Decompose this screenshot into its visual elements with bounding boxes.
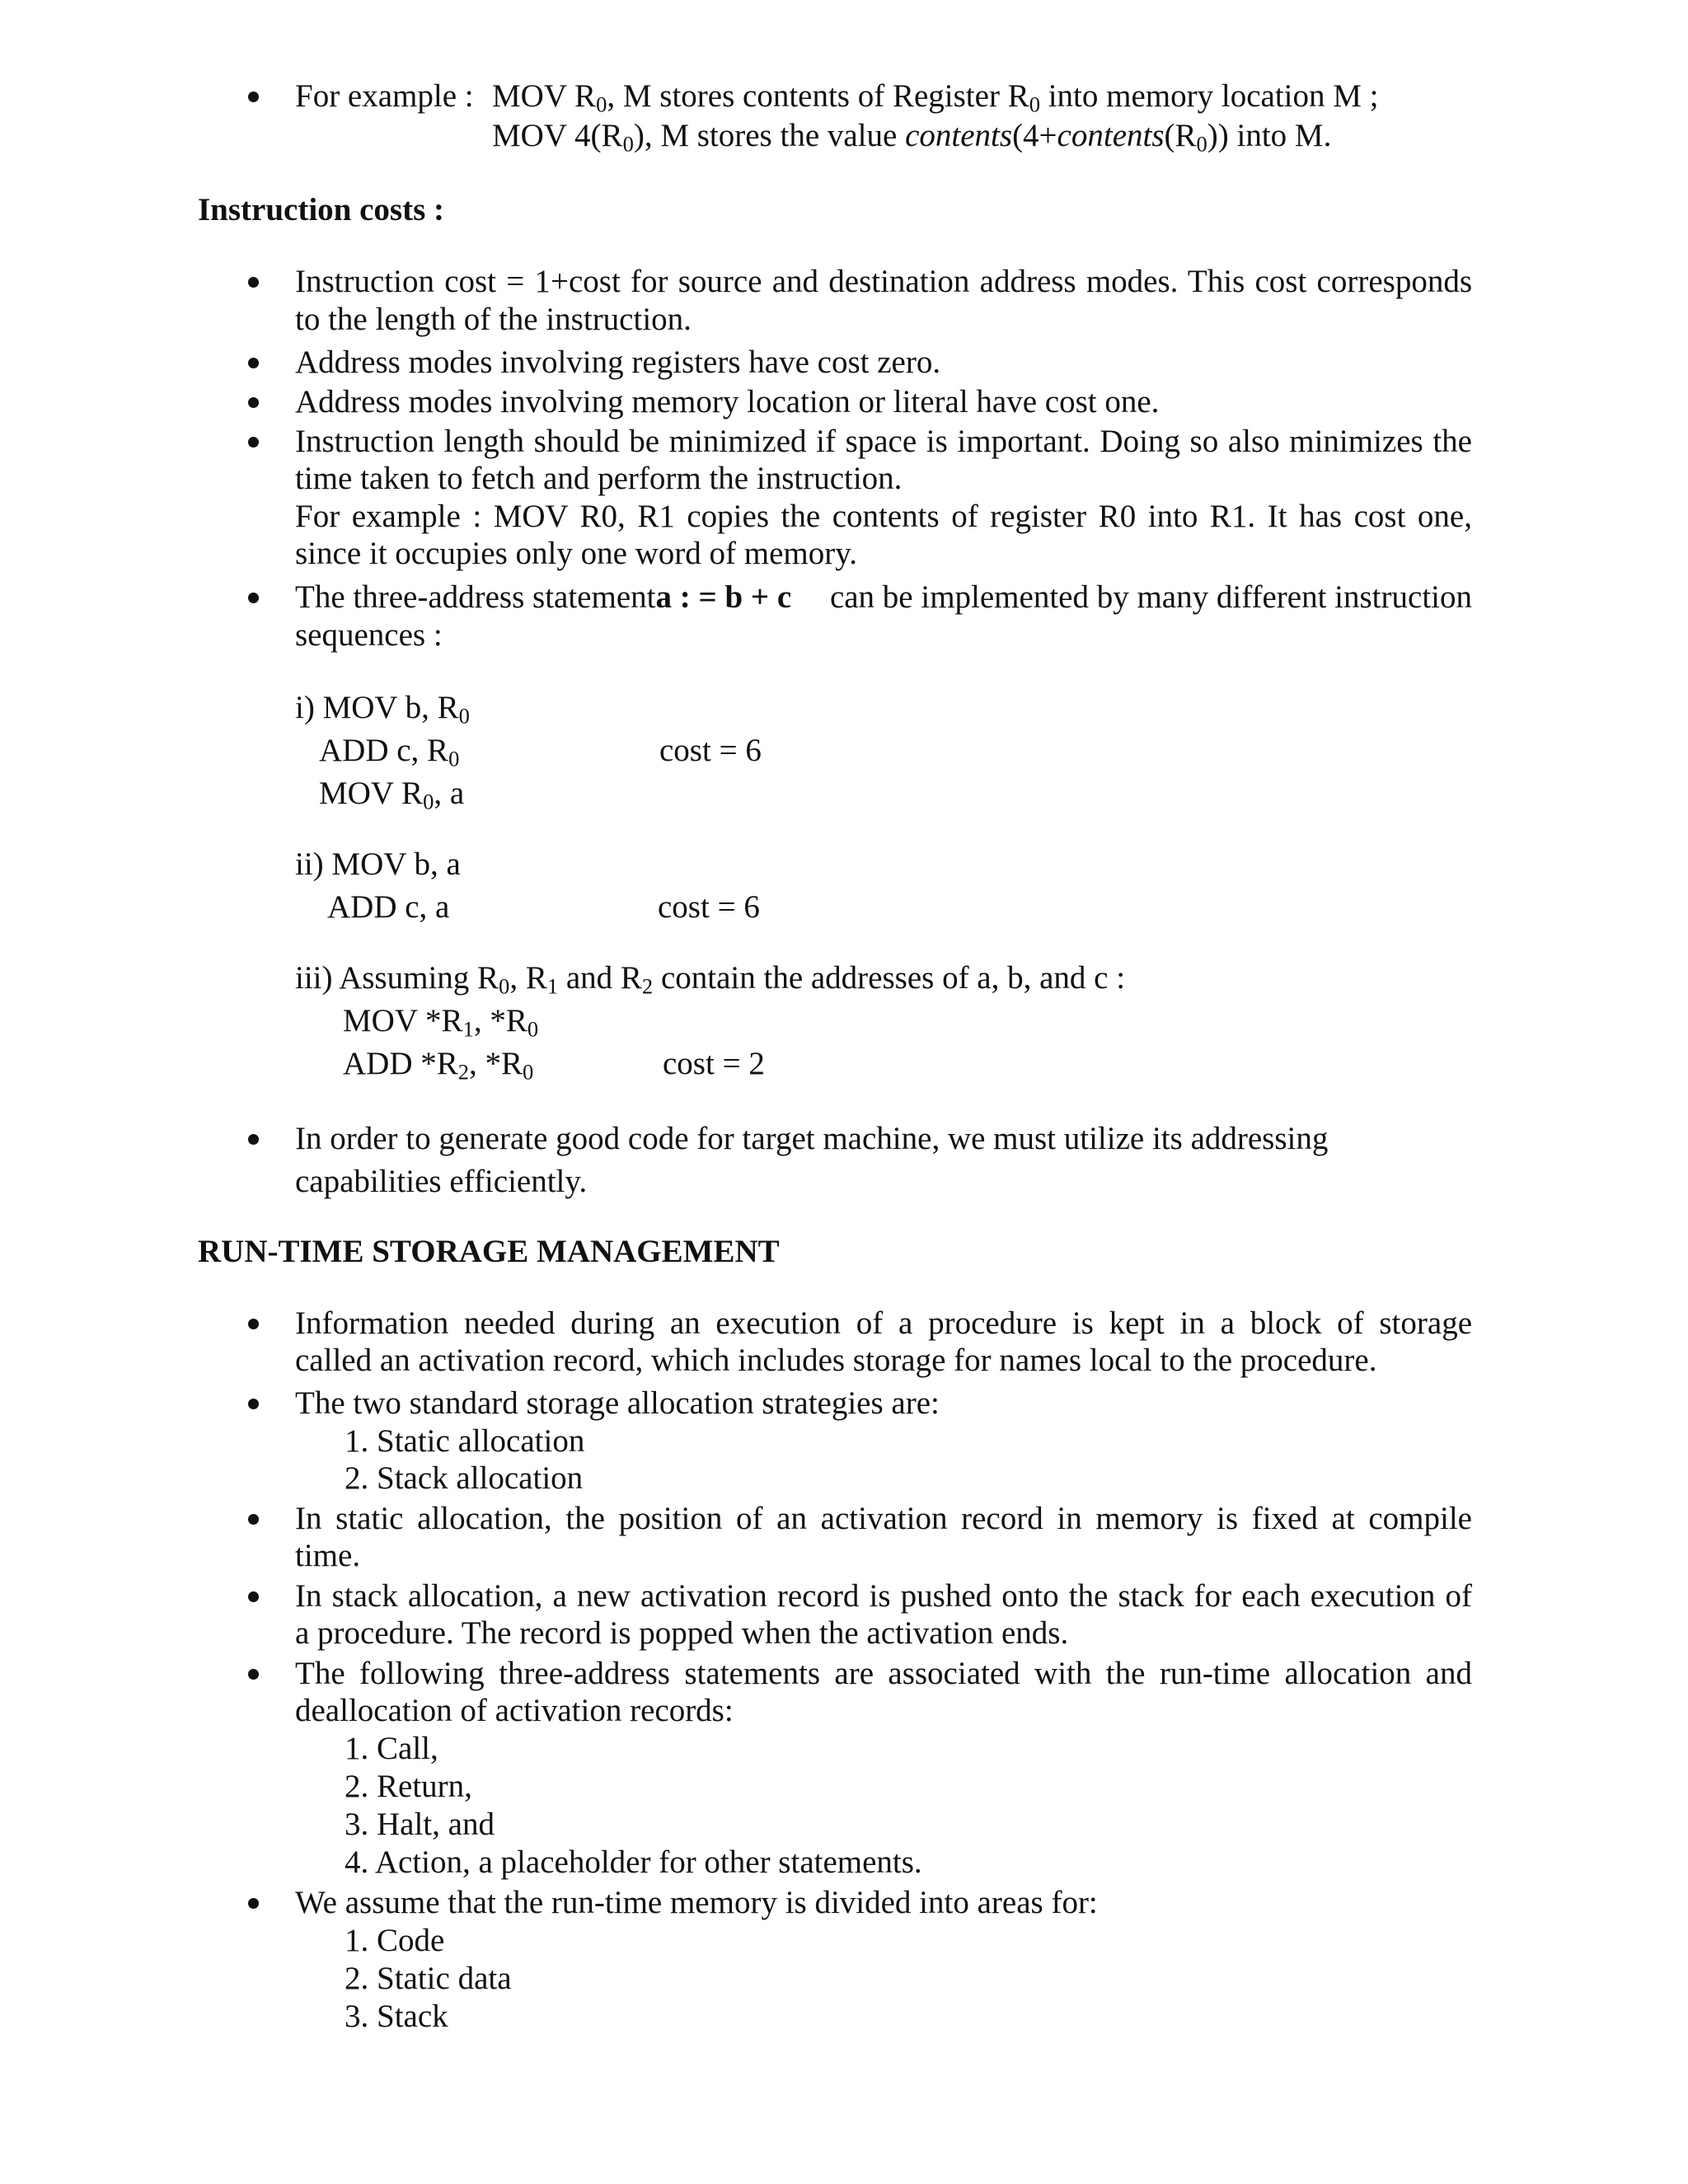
bullet-text-length-line-1: Instruction length should be minimized if space is important. Doing so also minimizes the — [295, 424, 1472, 459]
bullet-text-static-line-2: time. — [295, 1538, 361, 1573]
section-heading-instruction-costs: Instruction costs : — [198, 192, 444, 227]
sequence-3-line-1: iii) Assuming $R_0$, $R_1$ and $R_2$ contain the addresses of a, b, and c : — [295, 960, 1126, 999]
bullet-text-memory-areas: We assume that the run-time memory is divided into areas for: — [295, 1885, 1098, 1920]
sequence-3-line-3: ADD $*R_2$, $*R_0$ — [343, 1046, 534, 1085]
bullet-text-statements-line-1: The following three-address statements are associated with the run-time allocation and — [295, 1656, 1472, 1691]
list-item-stack-allocation: 2. Stack allocation — [345, 1460, 584, 1496]
bullet-text-three-address-line-1: The three-address statement a : = b + c can be implemented by many different instruction — [295, 579, 1472, 615]
list-item-return: 2. Return, — [345, 1769, 472, 1804]
bullet-text-registers: Address modes involving registers have cost zero. — [295, 344, 941, 380]
bullet-text-length-line-3: For example : MOV R0, R1 copies the contents of register R0 into R1. It has cost one, — [295, 499, 1472, 534]
list-item-action: 4. Action, a placeholder for other statements. — [345, 1844, 922, 1880]
bullet-icon — [248, 91, 259, 102]
sequence-1-line-3: MOV $R_0$, a — [319, 776, 465, 814]
list-item-static-allocation: 1. Static allocation — [345, 1423, 585, 1459]
list-item-code: 1. Code — [345, 1923, 445, 1958]
bullet-icon — [248, 1399, 259, 1409]
bullet-text-static-line-1: In static allocation, the position of an activation record in memory is fixed at compile — [295, 1501, 1472, 1536]
bullet-icon — [248, 1514, 259, 1525]
list-item-call: 1. Call, — [345, 1731, 438, 1766]
bullet-text-cost-line-2: to the length of the instruction. — [295, 302, 692, 337]
bullet-icon — [248, 1134, 259, 1145]
list-item-static-data: 2. Static data — [345, 1961, 512, 1996]
bullet-text-memory: Address modes involving memory location or literal have cost one. — [295, 384, 1160, 419]
bullet-text-three-address-line-2: sequences : — [295, 617, 443, 653]
bullet-icon — [248, 277, 259, 288]
sequence-1-line-1: i) MOV b, $R_0$ — [295, 690, 470, 729]
bullet-icon — [248, 1898, 259, 1909]
bullet-text-addressing-line-1: In order to generate good code for target machine, we must utilize its addressing — [295, 1121, 1329, 1156]
sequence-2-line-2: ADD c, a — [327, 889, 450, 925]
bullet-text-statements-line-2: deallocation of activation records: — [295, 1693, 734, 1728]
example-label: For example : — [295, 78, 474, 114]
bullet-text-length-line-4: since it occupies only one word of memory. — [295, 536, 857, 571]
bullet-icon — [248, 358, 259, 368]
bullet-icon — [248, 1591, 259, 1602]
bullet-text-addressing-line-2: capabilities efficiently. — [295, 1164, 588, 1199]
bullet-icon — [248, 437, 259, 448]
bullet-text-stack-line-2: a procedure. The record is popped when the activation ends. — [295, 1615, 1069, 1651]
bullet-icon — [248, 1669, 259, 1680]
example-line-1: MOV $R_0$, M stores contents of Register $R_0$ into memory location M ; — [492, 78, 1379, 117]
example-line-2: MOV $4(R_0)$, M stores the value $contents(4+contents(R_0))$ into M. — [492, 118, 1332, 157]
section-heading-runtime-storage: RUN-TIME STORAGE MANAGEMENT — [198, 1234, 780, 1269]
list-item-stack: 3. Stack — [345, 1999, 448, 2034]
sequence-3-line-2: MOV $*R_1$, $*R_0$ — [343, 1003, 539, 1042]
bullet-icon — [248, 1319, 259, 1329]
bullet-text-activation-line-2: called an activation record, which includes storage for names local to the procedure. — [295, 1343, 1377, 1378]
bullet-text-length-line-2: time taken to fetch and perform the instruction. — [295, 461, 903, 496]
bullet-icon — [248, 397, 259, 408]
bullet-text-activation-line-1: Information needed during an execution of a procedure is kept in a block of storage — [295, 1305, 1472, 1341]
bullet-text-stack-line-1: In stack allocation, a new activation record is pushed onto the stack for each execution of — [295, 1578, 1472, 1614]
sequence-2-line-1: ii) MOV b, a — [295, 846, 461, 882]
bullet-text-strategies: The two standard storage allocation strategies are: — [295, 1385, 940, 1421]
sequence-2-cost: cost = 6 — [658, 889, 760, 925]
bullet-text-cost-line-1: Instruction cost = 1+cost for source and destination address modes. This cost corresponds — [295, 264, 1472, 299]
sequence-1-line-2: ADD c, $R_0$ — [319, 733, 460, 771]
list-item-halt: 3. Halt, and — [345, 1807, 495, 1842]
bullet-icon — [248, 593, 259, 603]
sequence-3-cost: cost = 2 — [663, 1046, 765, 1081]
sequence-1-cost: cost = 6 — [659, 733, 762, 768]
